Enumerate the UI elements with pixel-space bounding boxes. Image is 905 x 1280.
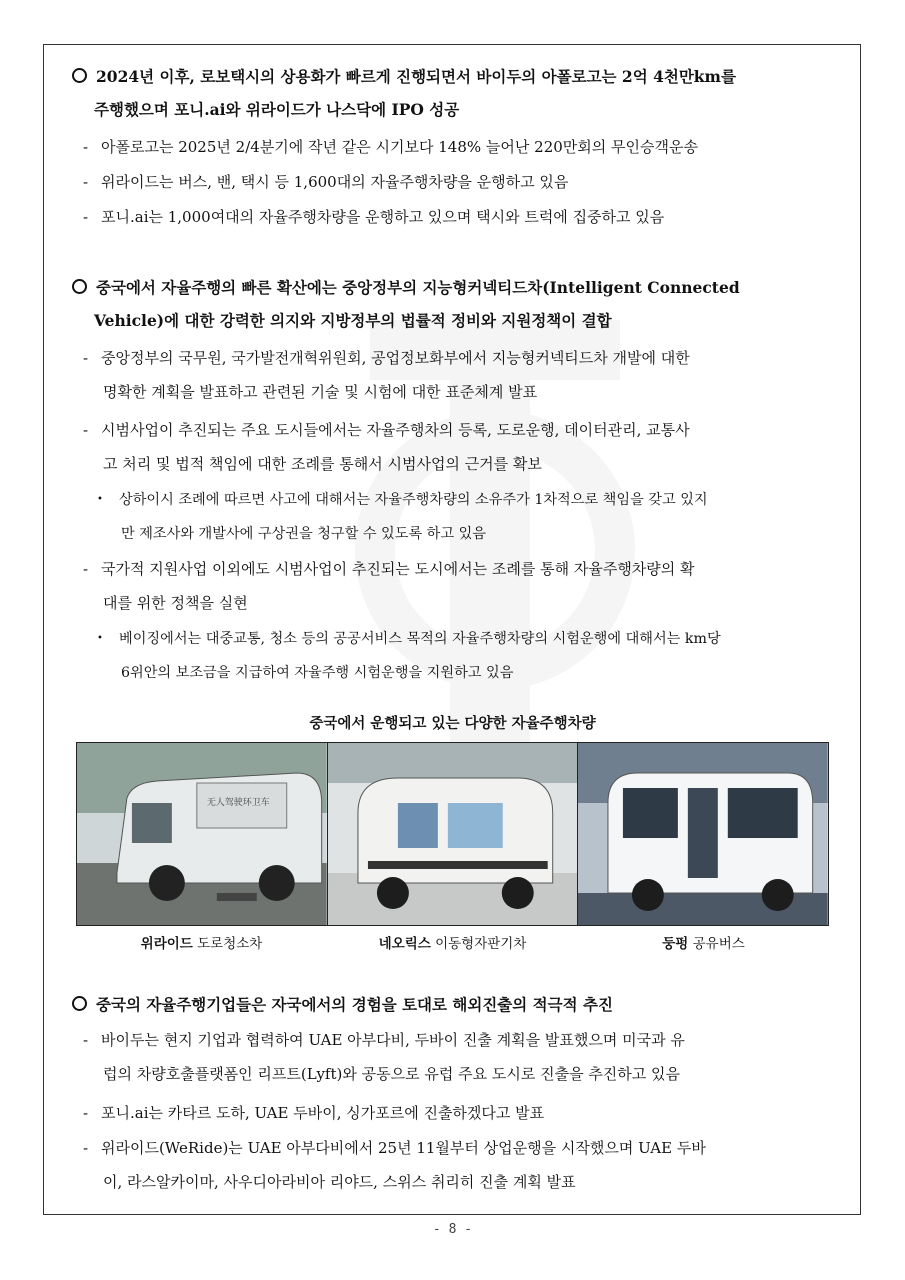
circle-bullet-icon xyxy=(72,68,87,83)
list-item: - 국가적 지원사업 이외에도 시범사업이 추진되는 도시에서는 조례를 통해 자율주행차량의 확 대를 위한 정책을 실현 xyxy=(83,560,695,612)
section2-heading: 중국에서 자율주행의 빠른 확산에는 중앙정부의 지능형커넥티드차(Intelligent Connected Vehicle)에 대한 강력한 의지와 지방정부의 법률적 정비와 지원정책이 결합 xyxy=(72,271,842,337)
sub-bullet-item: • 베이징에서는 대중교통, 청소 등의 공공서비스 목적의 자율주행차량의 시험운행에 대해서는 km당 6위안의 보조금을 지급하여 자율주행 시험운행을 지원하고 있음 xyxy=(97,631,721,681)
section3-heading: 중국의 자율주행기업들은 자국에서의 경험을 토대로 해외진출의 적극적 추진 xyxy=(72,988,842,1021)
list-item: - 시범사업이 추진되는 주요 도시들에서는 자율주행차의 등록, 도로운행, 데이터관리, 교통사 고 처리 및 법적 책임에 대한 조례를 통해서 시범사업의 근거를 확보 xyxy=(83,421,690,473)
vending-vehicle-photo xyxy=(328,743,579,925)
circle-bullet-icon xyxy=(72,996,87,1011)
page-number: - 8 - xyxy=(432,1222,473,1237)
figure-captions xyxy=(76,932,829,952)
figure-title: 중국에서 운행되고 있는 다양한 자율주행차량 xyxy=(309,716,596,732)
list-item: - 아폴로고는 2025년 2/4분기에 작년 같은 시기보다 148% 늘어난 220만회의 무인승객운송 xyxy=(83,138,698,156)
street-sweeper-photo xyxy=(77,743,328,925)
list-item: - 위라이드는 버스, 밴, 택시 등 1,600대의 자율주행차량을 운행하고 있음 xyxy=(83,173,569,191)
vehicle-photo-strip xyxy=(76,742,829,926)
list-item: - 바이두는 현지 기업과 협력하여 UAE 아부다비, 두바이 진출 계획을 발표했으며 미국과 유 럽의 차량호출플랫폼인 리프트(Lyft)와 공동으로 유럽 주요 도시로 진출을 추진하고 있음 xyxy=(83,1031,685,1083)
list-item: - 포니.ai는 1,000여대의 자율주행차량을 운행하고 있으며 택시와 트럭에 집중하고 있음 xyxy=(83,208,665,226)
shared-bus-photo xyxy=(578,743,828,925)
caption-neolix: 네오릭스 이동형자판기차 xyxy=(378,936,527,952)
caption-weride: 위라이드 도로청소차 xyxy=(140,936,263,952)
list-item: - 위라이드(WeRide)는 UAE 아부다비에서 25년 11월부터 상업운행을 시작했으며 UAE 두바 이, 라스알카이마, 사우디아라비아 리야드, 스위스 취리히 진출 계획 발표 xyxy=(83,1139,706,1191)
caption-dongfeng: 둥펑 공유버스 xyxy=(662,936,745,952)
circle-bullet-icon xyxy=(72,279,87,294)
section1-heading: 2024년 이후, 로보택시의 상용화가 빠르게 진행되면서 바이두의 아폴로고는 2억 4천만km를 주행했으며 포니.ai와 위라이드가 나스닥에 IPO 성공 xyxy=(72,60,842,126)
sub-bullet-item: • 상하이시 조례에 따르면 사고에 대해서는 자율주행차량의 소유주가 1차적으로 책임을 갖고 있지 만 제조사와 개발사에 구상권을 청구할 수 있도록 하고 있음 xyxy=(97,492,708,542)
list-item: - 포니.ai는 카타르 도하, UAE 두바이, 싱가포르에 진출하겠다고 발표 xyxy=(83,1104,545,1122)
list-item: - 중앙정부의 국무원, 국가발전개혁위원회, 공업정보화부에서 지능형커넥티드차 개발에 대한 명확한 계획을 발표하고 관련된 기술 및 시험에 대한 표준체계 발표 xyxy=(83,349,690,401)
svg-text:无人驾驶环卫车: 无人驾驶环卫车 xyxy=(206,797,270,809)
